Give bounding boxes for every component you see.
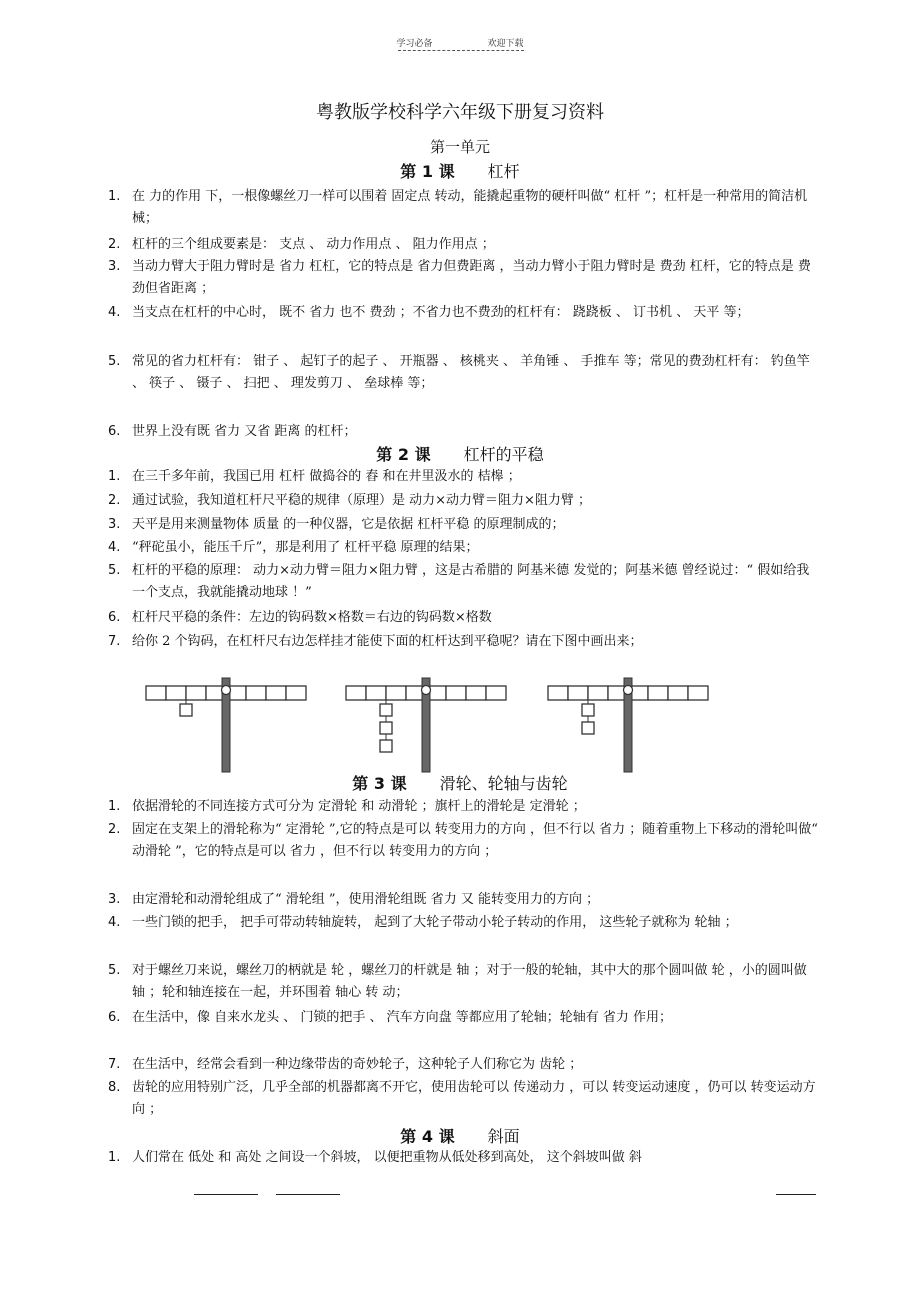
item-number: 7. [108,634,121,649]
question-item [108,1077,820,1121]
lever-bar-cell [386,686,406,700]
question-item [108,351,820,395]
item-number: 3. [108,892,121,907]
item-text: 对于螺丝刀来说，螺丝刀的柄就是 轮 ，螺丝刀的杆就是 轴 ；对于一般的轮轴，其中大的那个圆叫做 轮 ，小的圆叫做 轴 ；轮和轴连接在一起，并环围着 轴心 转 动； [132,963,807,1000]
hook-weight [380,722,392,734]
question-item [108,186,820,230]
question-item [108,912,820,934]
question-item [108,796,820,818]
question-item [108,560,820,604]
item-number: 5. [108,963,121,978]
item-number: 1. [108,1150,121,1165]
question-item [108,234,820,256]
lever-bar-cell [166,686,186,700]
lesson-name: 杠杆的平稳 [463,445,544,464]
item-number: 1. [108,189,121,204]
item-number: 3. [108,259,121,274]
item-number: 2. [108,493,121,508]
item-number: 6. [108,1010,121,1025]
item-text: 杠杆尺平稳的条件：左边的钩码数×格数＝右边的钩码数×格数 [132,610,492,625]
lever-bar-cell [668,686,688,700]
item-number: 4. [108,540,121,555]
item-text: 杠杆的平稳的原理： 动力×动力臂＝阻力×阻力臂 ，这是古希腊的 阿基米德 发觉的；阿基米德 曾经说过：“ 假如给我一个支点，我就能撬动地球 ！” [132,563,810,600]
item-text: 在 力的作用 下，一根像螺丝刀一样可以围着 固定点 转动，能撬起重物的硬杆叫做“ 杠杆 ”；杠杆是一种常用的简洁机械； [132,189,808,226]
question-item [108,631,820,653]
hook-weight [380,740,392,752]
question-item [108,1147,820,1169]
lever-pivot [624,686,633,695]
item-text: 在生活中，像 自来水龙头 、 门锁的把手 、 汽车方向盘 等都应用了轮轴；轮轴有 省力 作用； [132,1010,673,1025]
lever-bar-cell [688,686,708,700]
header-left: 学习必备 [396,39,433,49]
lesson-number: 第 3 课 [352,774,407,793]
item-text: 由定滑轮和动滑轮组成了“ 滑轮组 ”，使用滑轮组既 省力 又 能转变用力的方向 ； [132,892,600,907]
item-text: 在三千多年前，我国已用 杠杆 做捣谷的 舂 和在井里汲水的 桔槔 ； [132,469,521,484]
header-right: 欢迎下载 [487,39,524,49]
document-title: 粤教版学校科学六年级下册复习资料 [316,102,604,123]
question-item [108,302,820,324]
item-text: “秤砣虽小，能压千斤”，那是利用了 杠杆平稳 原理的结果； [132,540,479,555]
item-number: 2. [108,822,121,837]
item-text: 依据滑轮的不同连接方式可分为 定滑轮 和 动滑轮 ；旗杆上的滑轮是 定滑轮 ； [132,799,586,814]
item-number: 6. [108,610,121,625]
lever-bar-cell [548,686,568,700]
item-number: 7. [108,1057,121,1072]
hook-weight [380,704,392,716]
question-item [108,490,820,512]
question-item [108,960,820,1004]
question-item [108,1007,820,1029]
hook-weight [180,704,192,716]
item-text: 杠杆的三个组成要素是： 支点 、 动力作用点 、 阻力作用点 ； [132,237,495,252]
lever-bar-cell [286,686,306,700]
lever-bar-cell [146,686,166,700]
item-text: 一些门锁的把手， 把手可带动转轴旋转， 起到了大轮子带动小轮子转动的作用， 这些轮子就称为 轮轴 ； [132,915,738,930]
lever-bar-cell [266,686,286,700]
item-number: 3. [108,517,121,532]
lever-diagrams [0,670,920,780]
item-text: 当动力臂大于阻力臂时是 省力 杠杠，它的特点是 省力但费距离 ，当动力臂小于阻力臂时是 费劲 杠杆，它的特点是 费劲但省距离 ； [132,259,811,296]
lesson-name: 斜面 [487,1127,520,1146]
lever-bar-cell [246,686,266,700]
lesson-number: 第 2 课 [376,445,431,464]
answer-blank [276,1194,340,1195]
header-divider [398,50,524,51]
item-number: 5. [108,563,121,578]
question-item [108,514,820,536]
question-item [108,421,820,443]
item-number: 1. [108,469,121,484]
item-number: 5. [108,354,121,369]
item-text: 世界上没有既 省力 又省 距离 的杠杆； [132,424,357,439]
hook-weight [582,704,594,716]
item-text: 当支点在杠杆的中心时， 既不 省力 也不 费劲 ；不省力也不费劲的杠杆有： 跷跷板 、 订书机 、 天平 等； [132,305,750,320]
lesson-heading [0,1124,920,1147]
item-number: 2. [108,237,121,252]
item-text: 天平是用来测量物体 质量 的一种仪器，它是依据 杠杆平稳 的原理制成的； [132,517,565,532]
lever-bar-cell [346,686,366,700]
lesson-number: 第 4 课 [400,1127,455,1146]
item-number: 4. [108,305,121,320]
lesson-heading [0,159,920,182]
lever-bar-cell [588,686,608,700]
lesson-name: 滑轮、轮轴与齿轮 [439,774,568,793]
item-number: 4. [108,915,121,930]
lever-diagrams-svg [0,670,920,780]
question-item [108,607,820,629]
question-item [108,819,820,863]
lever-bar-cell [648,686,668,700]
question-item [108,466,820,488]
answer-blank [776,1194,816,1195]
lever-bar-cell [366,686,386,700]
lesson-name: 杠杆 [487,162,520,181]
lesson-heading [0,771,920,794]
item-text: 给你 2 个钩码，在杠杆尺右边怎样挂才能使下面的杠杆达到平稳呢？请在下图中画出来； [132,634,643,649]
item-number: 1. [108,799,121,814]
item-text: 人们常在 低处 和 高处 之间设一个斜坡， 以便把重物从低处移到高处， 这个斜坡叫做 斜 [132,1150,642,1165]
item-number: 6. [108,424,121,439]
lever-pivot [222,686,231,695]
lever-bar-cell [486,686,506,700]
question-item [108,889,820,911]
item-text: 固定在支架上的滑轮称为“ 定滑轮 ”,它的特点是可以 转变用力的方向 ，但不行以 省力 ；随着重物上下移动的滑轮叫做“ 动滑轮 ”，它的特点是可以 省力 ，但不行以 转变用力的方向 ； [132,822,818,859]
item-number: 8. [108,1080,121,1095]
lesson-heading [0,442,920,465]
item-text: 齿轮的应用特别广泛，几乎全部的机器都离不开它，使用齿轮可以 传递动力 ，可以 转变运动速度 ，仍可以 转变运动方向 ； [132,1080,816,1117]
lever-bar-cell [186,686,206,700]
item-text: 常见的省力杠杆有： 钳子 、 起钉子的起子 、 开瓶器 、 核桃夹 、 羊角锤 、 手推车 等；常见的费劲杠杆有： 钓鱼竿 、 筷子 、 镊子 、 扫把 、 理发剪刀 、 垒球棒 等； [132,354,810,391]
lesson-number: 第 1 课 [400,162,455,181]
page-header [0,36,920,49]
question-item [108,1054,820,1076]
item-text: 通过试验，我知道杠杆尺平稳的规律（原理）是 动力×动力臂＝阻力×阻力臂 ； [132,493,592,508]
answer-blank [194,1194,258,1195]
lever-bar-cell [466,686,486,700]
question-item [108,537,820,559]
question-item [108,256,820,300]
hook-weight [582,722,594,734]
lever-pivot [422,686,431,695]
unit-heading: 第一单元 [429,138,490,156]
lever-bar-cell [568,686,588,700]
lever-bar-cell [446,686,466,700]
item-text: 在生活中，经常会看到一种边缘带齿的奇妙轮子，这种轮子人们称它为 齿轮 ； [132,1057,583,1072]
